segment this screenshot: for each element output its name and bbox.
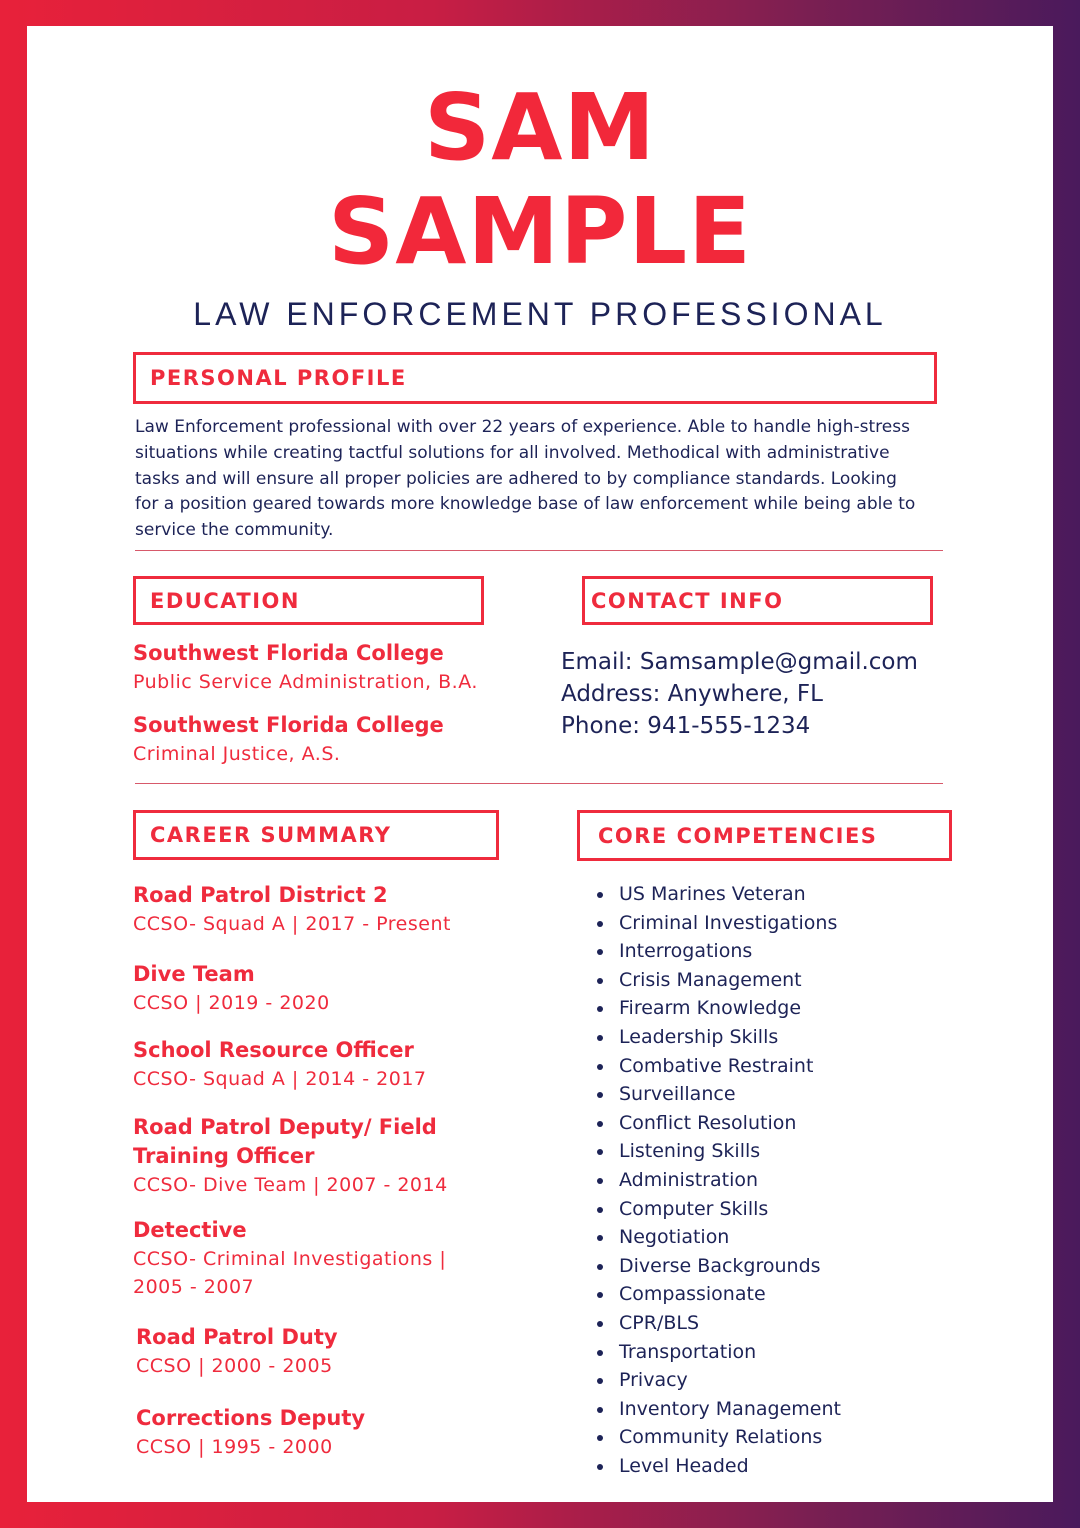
education-item bbox=[133, 711, 533, 768]
list-item: • Listening Skills bbox=[615, 1137, 1015, 1166]
career-detail: CCSO- Criminal Investigations | 2005 - 2007 bbox=[133, 1248, 447, 1298]
list-item: • Combative Restraint bbox=[615, 1052, 1015, 1081]
contact-list bbox=[561, 646, 1001, 742]
list-item: • Community Relations bbox=[615, 1423, 1015, 1452]
contact-heading: CONTACT INFO bbox=[582, 576, 933, 625]
list-item: • Diverse Backgrounds bbox=[615, 1252, 1015, 1281]
divider bbox=[135, 783, 943, 784]
career-role: Road Patrol Duty bbox=[136, 1325, 338, 1349]
career-detail: CCSO | 1995 - 2000 bbox=[136, 1436, 333, 1458]
education-list bbox=[133, 639, 533, 768]
career-item bbox=[136, 1404, 496, 1461]
education-school: Southwest Florida College bbox=[133, 713, 444, 737]
personal-profile-heading: PERSONAL PROFILE bbox=[133, 352, 937, 404]
list-item: • Level Headed bbox=[615, 1452, 1015, 1481]
career-role: Road Patrol District 2 bbox=[133, 883, 388, 907]
education-heading: EDUCATION bbox=[133, 576, 484, 625]
list-item: • Conflict Resolution bbox=[615, 1109, 1015, 1138]
career-role: School Resource Officer bbox=[133, 1038, 414, 1062]
list-item: • Leadership Skills bbox=[615, 1023, 1015, 1052]
education-school: Southwest Florida College bbox=[133, 641, 444, 665]
last-name: SAMPLE bbox=[328, 178, 752, 285]
career-item bbox=[133, 960, 493, 1017]
divider bbox=[135, 550, 943, 551]
career-detail: CCSO- Squad A | 2014 - 2017 bbox=[133, 1068, 427, 1090]
list-item: • Firearm Knowledge bbox=[615, 994, 1015, 1023]
contact-address: Address: Anywhere, FL bbox=[561, 681, 823, 707]
career-item bbox=[133, 1113, 463, 1199]
career-detail: CCSO- Squad A | 2017 - Present bbox=[133, 913, 451, 935]
career-role: Detective bbox=[133, 1218, 247, 1242]
profile-text: Law Enforcement professional with over 22 years of experience. Able to handle high-stress situations while creating tactful solutions for all involved. Methodical with administrative tasks and will ensure all proper policies are adhered to by compliance standards. Looking for a position geared towards more knowledge base of law enforcement while being able to service the community. bbox=[135, 417, 916, 541]
list-item: • Transportation bbox=[615, 1338, 1015, 1367]
list-item: • Interrogations bbox=[615, 937, 1015, 966]
list-item: • CPR/BLS bbox=[615, 1309, 1015, 1338]
education-degree: Criminal Justice, A.S. bbox=[133, 743, 341, 765]
list-item: • Compassionate bbox=[615, 1280, 1015, 1309]
list-item: • Computer Skills bbox=[615, 1195, 1015, 1224]
career-item bbox=[133, 1216, 463, 1301]
career-detail: CCSO- Dive Team | 2007 - 2014 bbox=[133, 1174, 448, 1196]
career-detail: CCSO | 2000 - 2005 bbox=[136, 1355, 333, 1377]
first-name: SAM bbox=[423, 74, 656, 181]
core-competencies-heading: CORE COMPETENCIES bbox=[577, 810, 952, 861]
list-item: • Inventory Management bbox=[615, 1395, 1015, 1424]
list-item: • Crisis Management bbox=[615, 966, 1015, 995]
career-summary-heading: CAREER SUMMARY bbox=[133, 810, 499, 860]
list-item: • US Marines Veteran bbox=[615, 880, 1015, 909]
competencies-list bbox=[595, 880, 1015, 1480]
job-title: LAW ENFORCEMENT PROFESSIONAL bbox=[193, 296, 887, 332]
career-role: Corrections Deputy bbox=[136, 1406, 366, 1430]
career-item bbox=[133, 881, 493, 938]
education-item bbox=[133, 639, 533, 696]
list-item: • Negotiation bbox=[615, 1223, 1015, 1252]
contact-phone: Phone: 941-555-1234 bbox=[561, 713, 811, 739]
career-item bbox=[136, 1323, 496, 1380]
list-item: • Criminal Investigations bbox=[615, 909, 1015, 938]
education-degree: Public Service Administration, B.A. bbox=[133, 671, 478, 693]
career-detail: CCSO | 2019 - 2020 bbox=[133, 992, 330, 1014]
career-item bbox=[133, 1036, 493, 1093]
career-role: Dive Team bbox=[133, 962, 255, 986]
contact-email: Email: Samsample@gmail.com bbox=[561, 649, 918, 675]
list-item: • Surveillance bbox=[615, 1080, 1015, 1109]
list-item: • Privacy bbox=[615, 1366, 1015, 1395]
career-role: Road Patrol Deputy/ Field Training Officer bbox=[133, 1115, 437, 1168]
list-item: • Administration bbox=[615, 1166, 1015, 1195]
